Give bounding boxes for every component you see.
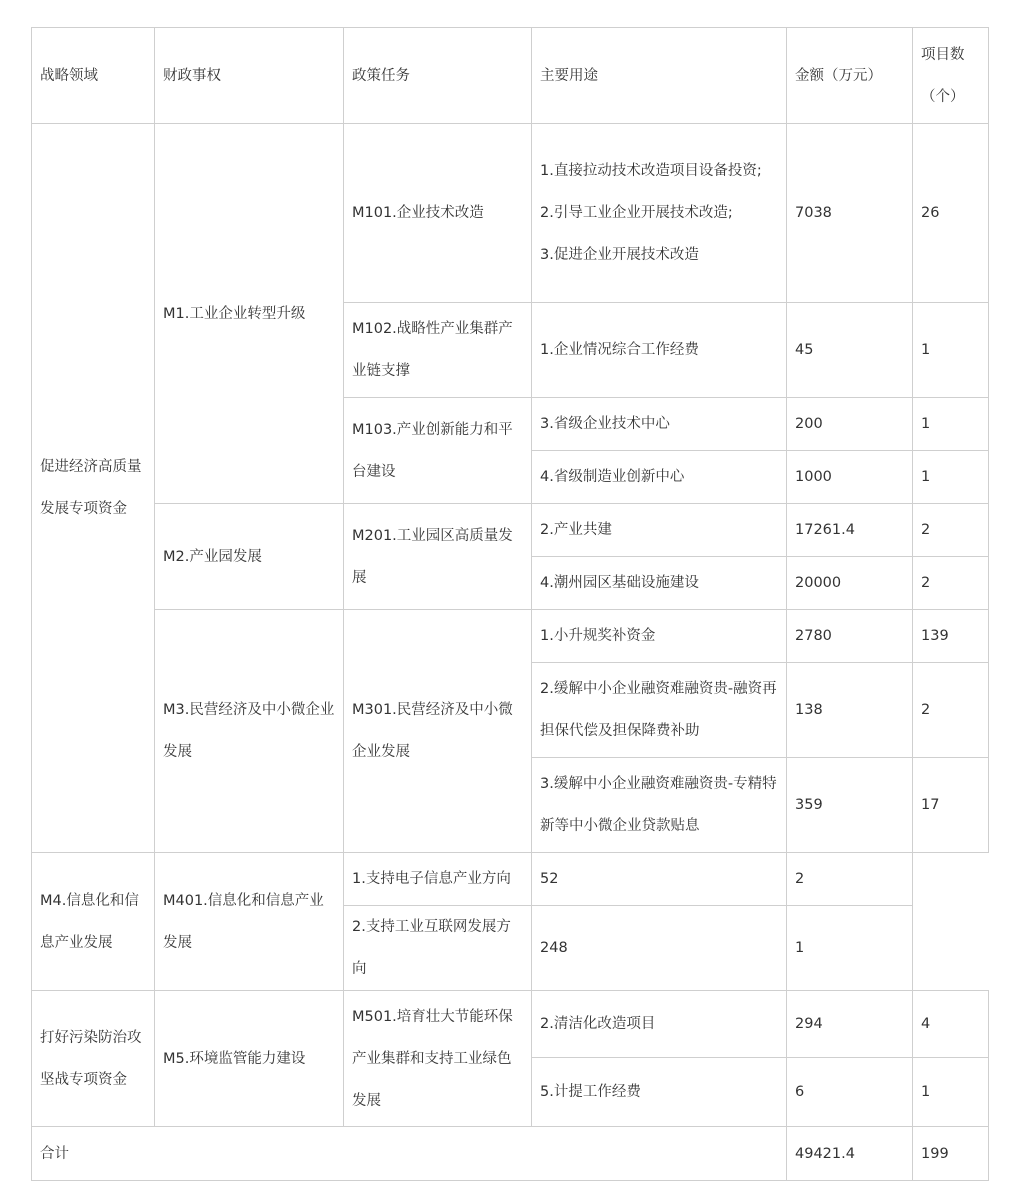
amount-cell: 248 — [532, 906, 787, 991]
authority-cell: M1.工业企业转型升级 — [155, 124, 344, 504]
use-cell: 5.计提工作经费 — [532, 1058, 787, 1127]
amount-cell: 2780 — [787, 610, 913, 663]
count-cell: 2 — [913, 663, 989, 758]
task-cell: M102.战略性产业集群产业链支撑 — [344, 303, 532, 398]
use-cell: 3.缓解中小企业融资难融资贵-专精特新等中小微企业贷款贴息 — [532, 758, 787, 853]
amount-cell: 138 — [787, 663, 913, 758]
count-cell: 26 — [913, 124, 989, 303]
header-amount: 金额（万元） — [787, 28, 913, 124]
use-cell: 2.产业共建 — [532, 504, 787, 557]
task-cell: M101.企业技术改造 — [344, 124, 532, 303]
area-cell: 打好污染防治攻坚战专项资金 — [32, 991, 155, 1127]
funding-table — [31, 27, 989, 1181]
use-cell: 1.小升规奖补资金 — [532, 610, 787, 663]
header-task: 政策任务 — [344, 28, 532, 124]
table-row — [32, 124, 989, 303]
amount-cell: 294 — [787, 991, 913, 1058]
amount-cell: 7038 — [787, 124, 913, 303]
count-cell: 2 — [787, 853, 913, 906]
use-cell: 2.缓解中小企业融资难融资贵-融资再担保代偿及担保降费补助 — [532, 663, 787, 758]
total-amount: 49421.4 — [787, 1127, 913, 1181]
use-line: 3.促进企业开展技术改造 — [540, 247, 699, 263]
total-row — [32, 1127, 989, 1181]
count-cell: 17 — [913, 758, 989, 853]
header-area: 战略领域 — [32, 28, 155, 124]
count-cell: 1 — [787, 906, 913, 991]
amount-cell: 6 — [787, 1058, 913, 1127]
header-count: 项目数（个） — [913, 28, 989, 124]
use-cell: 2.支持工业互联网发展方向 — [344, 906, 532, 991]
task-cell: M201.工业园区高质量发展 — [344, 504, 532, 610]
table-header-row — [32, 28, 989, 124]
use-cell: 3.省级企业技术中心 — [532, 398, 787, 451]
amount-cell: 17261.4 — [787, 504, 913, 557]
count-cell: 4 — [913, 991, 989, 1058]
count-cell: 1 — [913, 451, 989, 504]
count-cell: 1 — [913, 303, 989, 398]
authority-cell: M4.信息化和信息产业发展 — [32, 853, 155, 991]
header-authority: 财政事权 — [155, 28, 344, 124]
amount-cell: 359 — [787, 758, 913, 853]
use-cell: 2.清洁化改造项目 — [532, 991, 787, 1058]
use-cell — [532, 124, 787, 303]
amount-cell: 20000 — [787, 557, 913, 610]
amount-cell: 52 — [532, 853, 787, 906]
table-row — [32, 504, 989, 557]
count-cell: 1 — [913, 1058, 989, 1127]
table-row — [32, 991, 989, 1058]
area-cell: 促进经济高质量发展专项资金 — [32, 124, 155, 853]
amount-cell: 200 — [787, 398, 913, 451]
amount-cell: 1000 — [787, 451, 913, 504]
use-line: 2.引导工业企业开展技术改造; — [540, 205, 733, 221]
use-cell: 1.支持电子信息产业方向 — [344, 853, 532, 906]
amount-cell: 45 — [787, 303, 913, 398]
authority-cell: M2.产业园发展 — [155, 504, 344, 610]
table-row — [32, 853, 989, 906]
total-label: 合计 — [32, 1127, 787, 1181]
use-cell: 4.潮州园区基础设施建设 — [532, 557, 787, 610]
task-cell: M301.民营经济及中小微企业发展 — [344, 610, 532, 853]
count-cell: 139 — [913, 610, 989, 663]
use-cell: 1.企业情况综合工作经费 — [532, 303, 787, 398]
authority-cell: M5.环境监管能力建设 — [155, 991, 344, 1127]
task-cell: M103.产业创新能力和平台建设 — [344, 398, 532, 504]
use-line: 1.直接拉动技术改造项目设备投资; — [540, 163, 762, 179]
count-cell: 2 — [913, 504, 989, 557]
task-cell: M401.信息化和信息产业发展 — [155, 853, 344, 991]
count-cell: 1 — [913, 398, 989, 451]
task-cell: M501.培育壮大节能环保产业集群和支持工业绿色发展 — [344, 991, 532, 1127]
count-cell: 2 — [913, 557, 989, 610]
header-use: 主要用途 — [532, 28, 787, 124]
table-row — [32, 610, 989, 663]
use-cell: 4.省级制造业创新中心 — [532, 451, 787, 504]
authority-cell: M3.民营经济及中小微企业发展 — [155, 610, 344, 853]
total-count: 199 — [913, 1127, 989, 1181]
